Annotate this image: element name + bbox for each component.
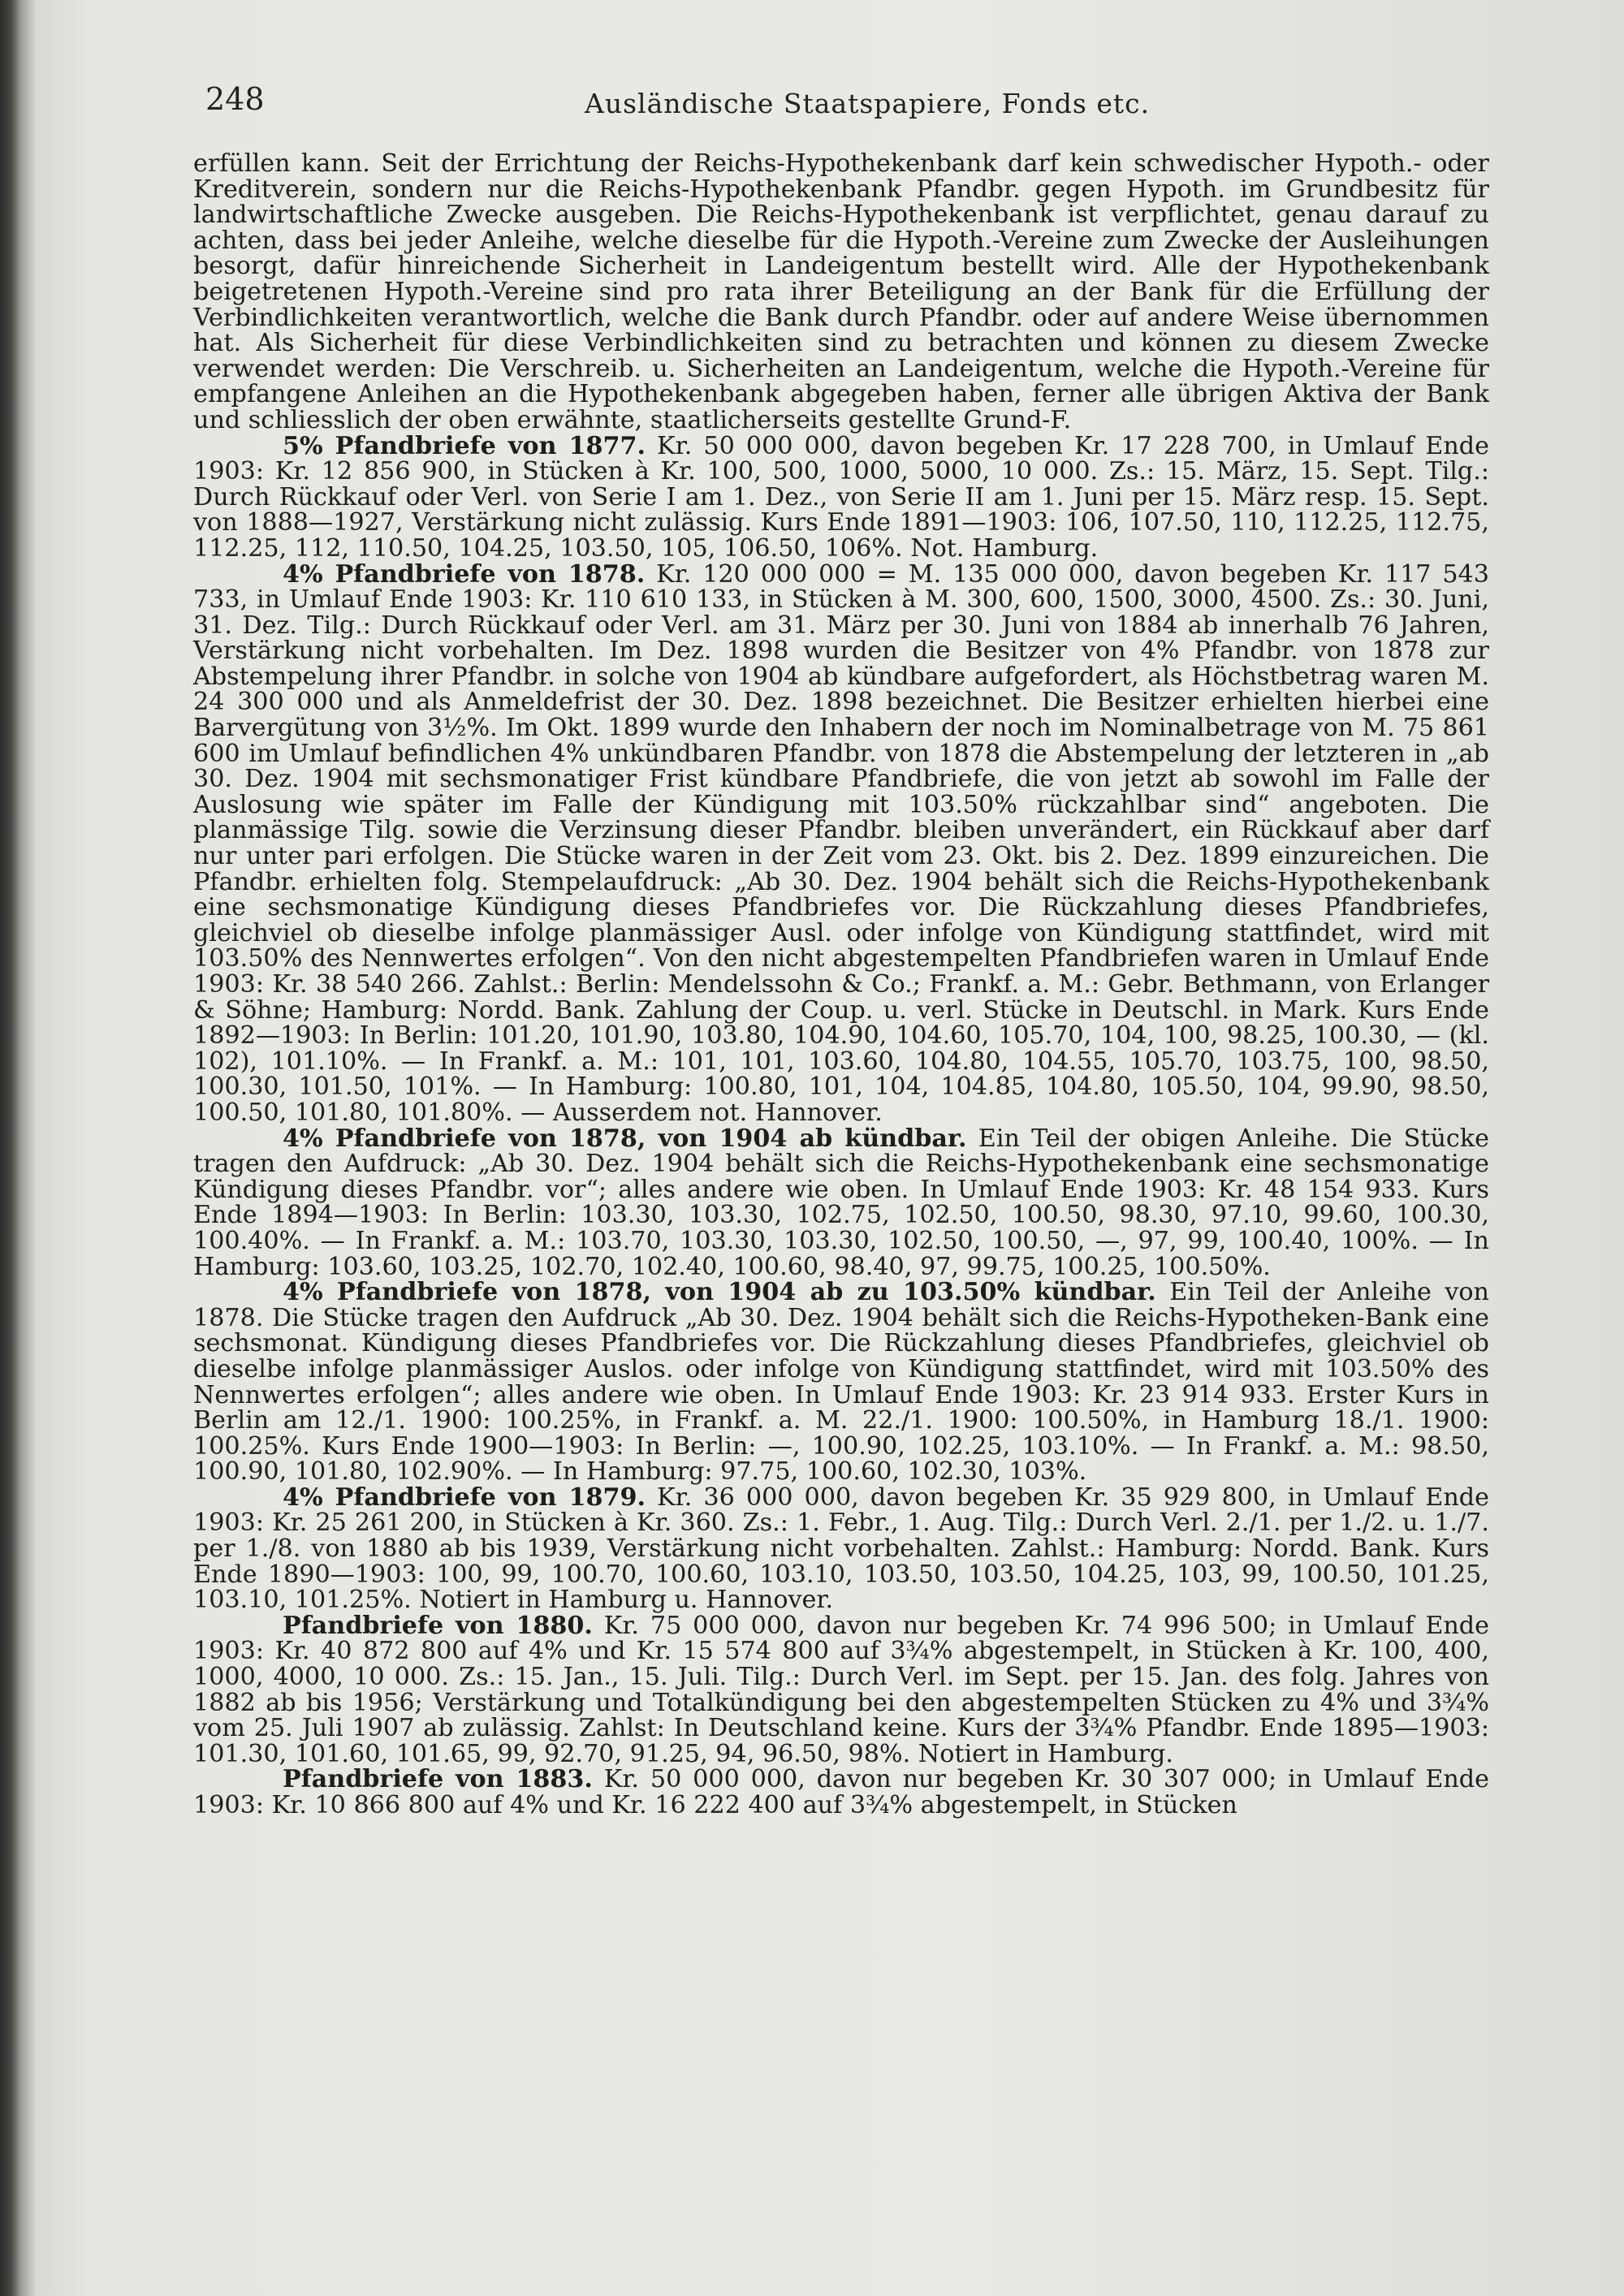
page-number: 248: [205, 81, 265, 117]
paragraph-heading: 4% Pfandbriefe von 1878, von 1904 ab kündbar.: [283, 1124, 967, 1153]
running-head: Ausländische Staatspapiere, Fonds etc.: [585, 88, 1151, 119]
paragraph-heading: 4% Pfandbriefe von 1878.: [283, 559, 646, 589]
paragraph-text: Kr. 75 000 000, davon nur begeben Kr. 74 996 500; in Umlauf Ende 1903: Kr. 40 872 800 auf 4% und Kr. 15 574 800 auf 3¾% abgestempelt, in Stücken à Kr. 100, 400, 1000, 4000, 10 000. Zs.: 15. Jan., 15. Juli. Tilg.: Durch Verl. im Sept. per 15. Jan. des folg. Jahres von 1882 ab bis 1956; Verstärkung und Totalkündigung bei den abgestempelten Stücken zu 4% und 3¾% vom 25. Juli 1907 ab zulässig. Zahlst: In Deutschland keine. Kurs der 3¾% Pfandbr. Ende 1895—1903: 101.30, 101.60, 101.65, 99, 92.70, 91.25, 94, 96.50, 98%. Notiert in Hamburg.: [193, 1611, 1489, 1768]
paragraph-text: Kr. 120 000 000 = M. 135 000 000, davon begeben Kr. 117 543 733, in Umlauf Ende 1903: Kr. 110 610 133, in Stücken à M. 300, 600, 1500, 3000, 4500. Zs.: 30. Juni, 31. Dez. Tilg.: Durch Rückkauf oder Verl. am 31. März per 30. Juni von 1884 ab innerhalb 76 Jahren, Verstärkung nicht vorbehalten. Im Dez. 1898 wurden die Besitzer von 4% Pfandbr. von 1878 zur Abstempelung ihrer Pfandbr. in solche von 1904 ab kündbare aufgefordert, als Höchstbetrag waren M. 24 300 000 und als Anmeldefrist der 30. Dez. 1898 bezeichnet. Die Besitzer erhielten hierbei eine Barvergütung von 3½%. Im Okt. 1899 wurde den Inhabern der noch im Nominalbetrage von M. 75 861 600 im Umlauf befindlichen 4% unkündbaren Pfandbr. von 1878 die Abstempelung der letzteren in „ab 30. Dez. 1904 mit sechsmonatiger Frist kündbare Pfandbriefe, die von jetzt ab sowohl im Falle der Auslosung wie später im Falle der Kündigung mit 103.50% rückzahlbar sind“ angeboten. Die planmässige Tilg. sowie die Verzinsung dieser Pfandbr. bleiben unverändert, ein Rückkauf aber darf nur unter pari erfolgen. Die Stücke waren in der Zeit vom 23. Okt. bis 2. Dez. 1899 einzureichen. Die Pfandbr. erhielten folg. Stempelaufdruck: „Ab 30. Dez. 1904 behält sich die Reichs-Hypothekenbank eine sechsmonatige Kündigung dieses Pfandbriefes vor. Die Rückzahlung dieses Pfandbriefes, gleichviel ob dieselbe infolge planmässiger Ausl. oder infolge von Kündigung stattfindet, wird mit 103.50% des Nennwertes erfolgen“. Von den nicht abgestempelten Pfandbriefen waren in Umlauf Ende 1903: Kr. 38 540 266. Zahlst.: Berlin: Mendelssohn & Co.; Frankf. a. M.: Gebr. Bethmann, von Erlanger & Söhne; Hamburg: Nordd. Bank. Zahlung der Coup. u. verl. Stücke in Deutschl. in Mark. Kurs Ende 1892—1903: In Berlin: 101.20, 101.90, 103.80, 104.90, 104.60, 105.70, 104, 100, 98.25, 100.30, — (kl. 102), 101.10%. — In Frankf. a. M.: 101, 101, 103.60, 104.80, 104.55, 105.70, 103.75, 100, 98.50, 100.30, 101.50, 101%. — In Hamburg: 100.80, 101, 104, 104.85, 104.80, 105.50, 104, 99.90, 98.50, 100.50, 101.80, 101.80%. — Ausserdem not. Hannover.: [193, 559, 1489, 1127]
paragraph-heading: 5% Pfandbriefe von 1877.: [283, 431, 646, 460]
paragraph-text: Kr. 50 000 000, davon nur begeben Kr. 30 307 000; in Umlauf Ende 1903: Kr. 10 866 800 auf 4% und Kr. 16 222 400 auf 3¾% abgestempelt, in Stücken: [193, 1765, 1489, 1819]
paragraph-text: Ein Teil der Anleihe von 1878. Die Stücke tragen den Aufdruck „Ab 30. Dez. 1904 behält sich die Reichs-Hypotheken-Bank eine sechsmonat. Kündigung dieses Pfandbriefes vor. Die Rückzahlung dieses Pfandbriefes, gleichviel ob dieselbe infolge planmässiger Auslos. oder infolge von Kündigung stattfindet, wird mit 103.50% des Nennwertes erfolgen“; alles andere wie oben. In Umlauf Ende 1903: Kr. 23 914 933. Erster Kurs in Berlin am 12./1. 1900: 100.25%, in Frankf. a. M. 22./1. 1900: 100.50%, in Hamburg 18./1. 1900: 100.25%. Kurs Ende 1900—1903: In Berlin: —, 100.90, 102.25, 103.10%. — In Frankf. a. M.: 98.50, 100.90, 101.80, 102.90%. — In Hamburg: 97.75, 100.60, 102.30, 103%.: [193, 1278, 1489, 1487]
paragraph: [193, 1767, 1489, 1818]
paragraph-text: Kr. 36 000 000, davon begeben Kr. 35 929 800, in Umlauf Ende 1903: Kr. 25 261 200, in Stücken à Kr. 360. Zs.: 1. Febr., 1. Aug. Tilg.: Durch Verl. 2./1. per 1./2. u. 1./7. per 1./8. von 1880 ab bis 1939, Verstärkung nicht vorbehalten. Zahlst.: Hamburg: Nordd. Bank. Kurs Ende 1890—1903: 100, 99, 100.70, 100.60, 103.10, 103.50, 103.50, 104.25, 103, 99, 100.50, 101.25, 103.10, 101.25%. Notiert in Hamburg u. Hannover.: [193, 1482, 1489, 1615]
paragraph: [193, 1613, 1489, 1767]
text-block: [193, 151, 1489, 1819]
paragraph: [193, 1482, 1489, 1615]
paragraph: [193, 151, 1489, 434]
paragraph-text: Kr. 50 000 000, davon begeben Kr. 17 228 700, in Umlauf Ende 1903: Kr. 12 856 900, in Stücken à Kr. 100, 500, 1000, 5000, 10 000. Zs.: 15. März, 15. Sept. Tilg.: Durch Rückkauf oder Verl. von Serie I am 1. Dez., von Serie II am 1. Juni per 15. März resp. 15. Sept. von 1888—1927, Verstärkung nicht zulässig. Kurs Ende 1891—1903: 106, 107.50, 110, 112.25, 112.75, 112.25, 112, 110.50, 104.25, 103.50, 105, 106.50, 106%. Not. Hamburg.: [193, 431, 1489, 563]
paragraph-heading: 4% Pfandbriefe von 1879.: [283, 1482, 646, 1512]
paragraph-heading: Pfandbriefe von 1880.: [283, 1611, 593, 1640]
paragraph-text: Ein Teil der obigen Anleihe. Die Stücke tragen den Aufdruck: „Ab 30. Dez. 1904 behält sich die Reichs-Hypothekenbank eine sechsmonatige Kündigung dieses Pfandbr. vor“; alles andere wie oben. In Umlauf Ende 1903: Kr. 48 154 933. Kurs Ende 1894—1903: In Berlin: 103.30, 103.30, 102.75, 102.50, 100.50, 98.30, 97.10, 99.60, 100.30, 100.40%. — In Frankf. a. M.: 103.70, 103.30, 103.30, 102.50, 100.50, —, 97, 99, 100.40, 100%. — In Hamburg: 103.60, 103.25, 102.70, 102.40, 100.60, 98.40, 97, 99.75, 100.25, 100.50%.: [193, 1124, 1489, 1281]
paragraph-heading: Pfandbriefe von 1883.: [283, 1765, 593, 1794]
paragraph: [193, 431, 1489, 563]
paragraph: [193, 559, 1489, 1127]
paragraph: [193, 1280, 1489, 1485]
paragraph-text: erfüllen kann. Seit der Errichtung der Reichs-Hypothekenbank darf kein schwedischer Hypoth.- oder Kreditverein, sondern nur die Reichs-Hypothekenbank Pfandbr. gegen Hypoth. im Grundbesitz für landwirtschaftliche Zwecke ausgeben. Die Reichs-Hypothekenbank ist verpflichtet, genau darauf zu achten, dass bei jeder Anleihe, welche dieselbe für die Hypoth.-Vereine zum Zwecke der Ausleihungen besorgt, dafür hinreichende Sicherheit in Landeigentum bestellt wird. Alle der Hypothekenbank beigetretenen Hypoth.-Vereine sind pro rata ihrer Beteiligung an der Bank für die Erfüllung der Verbindlichkeiten verantwortlich, welche die Bank durch Pfandbr. oder auf andere Weise übernommen hat. Als Sicherheit für diese Verbindlichkeiten sind zu betrachten und können zu diesem Zwecke verwendet werden: Die Verschreib. u. Sicherheiten an Landeigentum, welche die Hypoth.-Vereine für empfangene Anleihen an die Hypothekenbank abgegeben haben, ferner alle übrigen Aktiva der Bank und schliesslich der oben erwähnte, staatlicherseits gestellte Grund-F.: [193, 149, 1489, 434]
paragraph-heading: 4% Pfandbriefe von 1878, von 1904 ab zu 103.50% kündbar.: [283, 1278, 1156, 1307]
paragraph: [193, 1126, 1489, 1280]
